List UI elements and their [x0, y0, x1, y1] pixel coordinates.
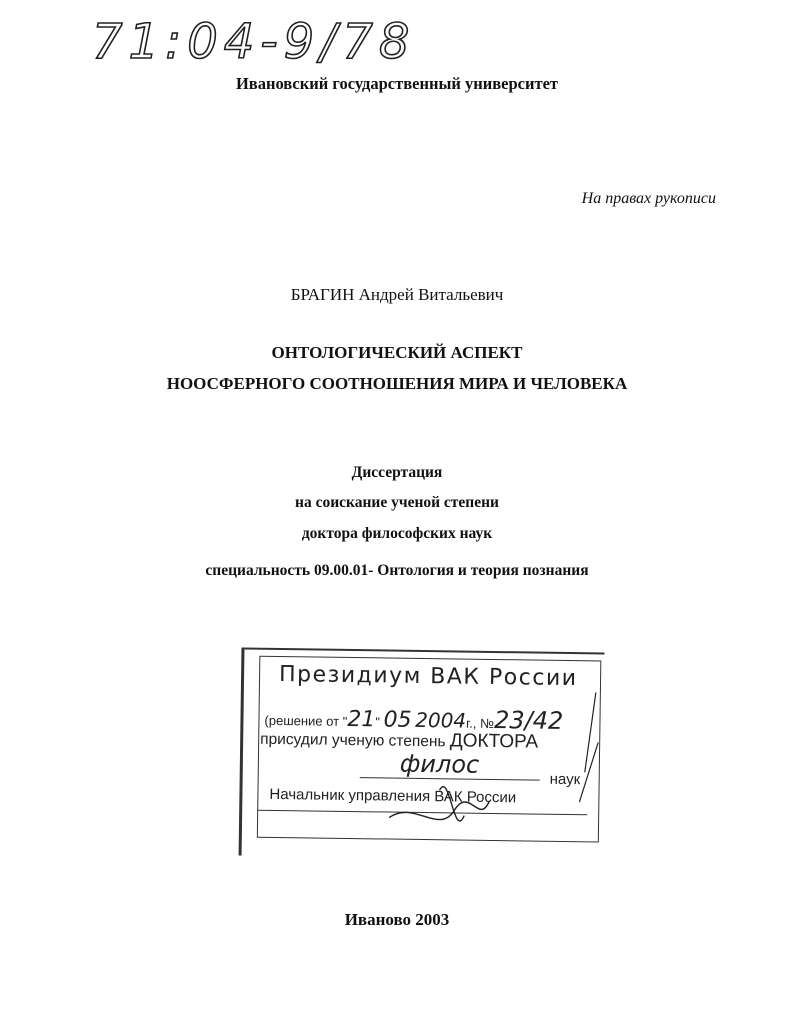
dissertation-degree: доктора философских наук: [301, 525, 493, 542]
author-name: БРАГИН Андрей Витальевич: [290, 285, 504, 304]
title-line-2: НООСФЕРНОГО СООТНОШЕНИЯ МИРА И ЧЕЛОВЕКА: [166, 374, 628, 393]
handwritten-degree: ДОКТОРА: [449, 730, 539, 753]
stamp-decision-prefix: (решение от ": [264, 712, 348, 729]
stamp-title: Президиум ВАК России: [278, 661, 578, 692]
dissertation-specialty: специальность 09.00.01- Онтология и теория познания: [205, 562, 589, 579]
city-and-year: Иваново 2003: [344, 910, 450, 929]
dissertation-purpose: на соискание ученой степени: [295, 494, 499, 511]
handwritten-decision-number: 23/42: [493, 705, 564, 735]
stamp-decision-separator: ": [375, 714, 381, 730]
title-line-1: ОНТОЛОГИЧЕСКИЙ АСПЕКТ: [271, 343, 523, 362]
handwritten-archive-number: [92, 8, 422, 70]
stamp-awarded-text: присудил ученую степень: [260, 730, 446, 751]
manuscript-rights-note: На правах рукописи: [581, 190, 716, 207]
handwritten-number-text: 71:04-9/78: [92, 14, 416, 70]
dissertation-type: Диссертация: [351, 464, 443, 481]
stamp-decision-year-suffix: г., №: [465, 715, 495, 731]
stamp-sciences-word: наук: [549, 770, 581, 789]
university-name: Ивановский государственный университет: [235, 74, 559, 93]
handwritten-field: филос: [399, 749, 480, 779]
handwritten-day: 21: [347, 706, 376, 733]
vak-approval-stamp: [239, 647, 607, 862]
handwritten-signature: [239, 647, 607, 862]
stamp-head-title: Начальник управления ВАК России: [269, 785, 517, 807]
handwritten-month: 05: [383, 707, 412, 733]
handwritten-year: 2004: [415, 707, 467, 733]
handwritten-number-graphic: [92, 8, 422, 70]
